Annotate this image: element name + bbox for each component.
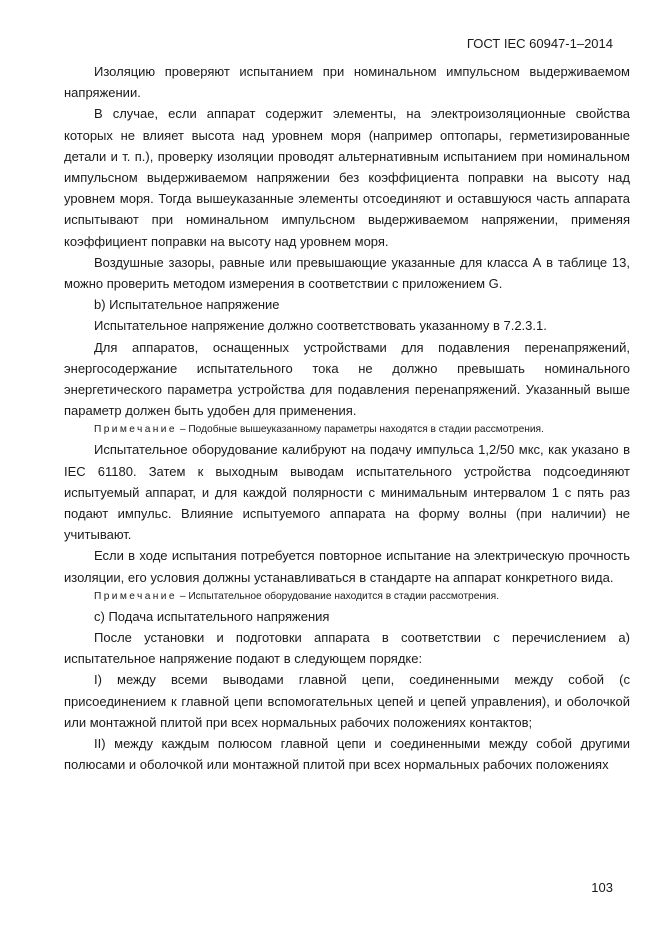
note-dash: – [179,424,186,436]
section-item-b: b) Испытательное напряжение [94,297,280,313]
paragraph: Изоляцию проверяют испытанием при номинальном импульсном выдерживаемом напряжении. [64,64,630,101]
paragraph: В случае, если аппарат содержит элементы, на электроизоляционные свойства которых не влияет высота над уровнем моря (например оптопары, герметизированные детали и т. п.), проверку изоляции проводят альтернативным испытанием при номинальном импульсном выдерживаемом напряжении без коэффициента поправки на высоту над уровнем моря. Тогда вышеуказанные элементы отсоединяют и оставшуюся часть аппарата испытывают при номинальном импульсном выдерживаемом напряжении, применяя коэффициент поправки на высоту над уровнем моря. [64,106,630,249]
note-dash: – [179,590,186,602]
paragraph: Испытательное оборудование калибруют на подачу импульса 1,2/50 мкс, как указано в IEC 61180. Затем к выходным выводам испытательного устройства подсоединяют испытуемый аппарат, и для каждой полярности с минимальным интервалом 1 с пять раз подают импульс. Влияние испытуемого аппарата на форму волны (при наличии) не учитывают. [64,442,630,543]
list-item: I) между всеми выводами главной цепи, соединенными между собой (с присоединением к главной цепи вспомогательных цепей и цепей управления), и оболочкой или монтажной плитой при всех нормальных рабочих положениях контактов; [64,672,630,730]
note [64,588,630,606]
paragraph: Для аппаратов, оснащенных устройствами для подавления перенапряжений, энергосодержание испытательного тока не должно превышать номинального энергетического параметра устройства для подавления перенапряжений. Указанный выше параметр должен быть удобен для применения. [64,339,630,419]
paragraph: После установки и подготовки аппарата в соответствии с перечислением а) испытательное напряжение подают в следующем порядке: [64,630,630,667]
note-text: Испытательное оборудование находится в стадии рассмотрения. [188,590,500,602]
list-item: II) между каждым полюсом главной цепи и соединенными между собой другими полюсами и оболочкой или монтажной плитой при всех нормальных рабочих положениях [64,736,630,773]
page-number: 103 [591,880,613,895]
note-label: Примечание [94,424,177,436]
document-header: ГОСТ IEC 60947-1–2014 [466,36,613,51]
section-item-c: с) Подача испытательного напряжения [94,608,330,624]
paragraph: Испытательное напряжение должно соответствовать указанному в 7.2.3.1. [94,318,547,334]
page-body [64,61,630,776]
note-text: Подобные вышеуказанному параметры находятся в стадии рассмотрения. [188,424,544,436]
note-label: Примечание [94,590,177,602]
paragraph: Воздушные зазоры, равные или превышающие указанные для класса А в таблице 13, можно проверить методом измерения в соответствии с приложением G. [64,254,630,292]
note [64,421,630,439]
paragraph: Если в ходе испытания потребуется повторное испытание на электрическую прочность изоляции, его условия должны устанавливаться в стандарте на аппарат конкретного вида. [64,548,630,585]
